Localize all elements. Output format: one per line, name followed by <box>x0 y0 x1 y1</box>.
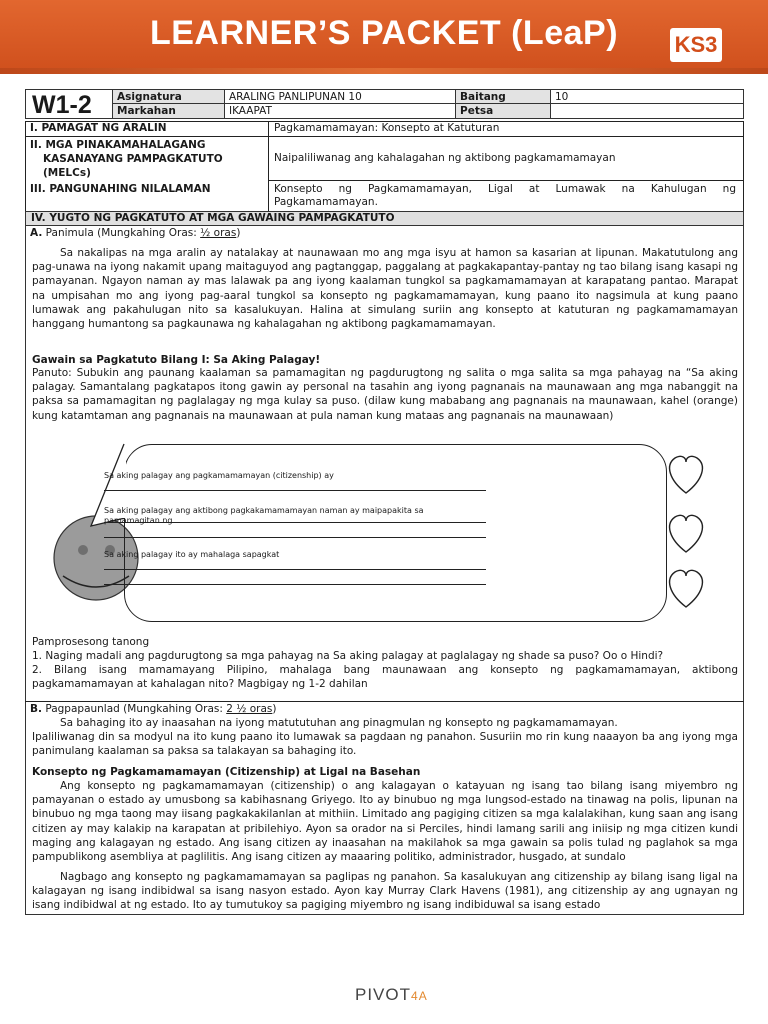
section-title: IV. YUGTO NG PAGKATUTO AT MGA GAWAING PAMPAGKATUTO <box>25 211 744 226</box>
activity-title: Gawain sa Pagkatuto Bilang I: Sa Aking Palagay! <box>32 354 321 366</box>
answer-line[interactable] <box>104 569 486 570</box>
intro-paragraph: Sa nakalipas na mga aralin ay natalakay at naunawaan mo ang mga isyu at hamon sa kasarian at lipunan. Makatutulong ang pag-unawa na iyong nakamit upang maitaguyod ang pagtanggap, paggalang at pagkakapantay-pantay ng tao bilang isang kasapi ng pamayanan. Ngayon naman ay mas lalawak pa ang iyong kaalaman tungkol sa pagkamamamayan at karapatang pantao. Marapat na umpisahan mo ang iyong pag-aaral tungkol sa konsepto ng pagkamamamayan, kung paano ito nagsimula at kung paano lumawak ang pakahulugan nito sa kasalukuyan. Halina at simulang suriin ang konsepto at katuturan ng pagkamamamayan hanggang humantong sa pagkaunawa ng kahalagahan ng aktibong pagkamamamayan. <box>32 247 738 331</box>
grade-value: 10 <box>550 89 744 104</box>
page-title: LEARNER’S PACKET (LeaP) <box>149 14 619 52</box>
prompt-2: Sa aking palagay ang aktibong pagkakamamamayan naman ay maipapakita sa pamamagitan ng <box>104 506 424 525</box>
melc-label: (MELCs) <box>43 167 91 179</box>
lesson-title-value: Pagkamamamayan: Konsepto at Katuturan <box>274 122 500 134</box>
part-b-time: 2 ½ oras <box>226 703 273 715</box>
header-banner <box>0 0 768 74</box>
content-value: Konsepto ng Pagkamamamayan, Ligal at Lumawak na Kahulugan ng <box>274 183 736 195</box>
heart-icon[interactable] <box>670 570 703 607</box>
subject-label: Asignatura <box>112 89 225 104</box>
part-b-letter: B. <box>30 703 42 715</box>
paren: ) <box>236 227 241 239</box>
melc-label: KASANAYANG PAMPAGKATUTO <box>43 153 223 165</box>
part-a-letter: A. <box>30 227 43 239</box>
paren: ) <box>272 703 277 715</box>
part-a-time: ½ oras <box>200 227 237 239</box>
answer-line[interactable] <box>104 522 486 523</box>
melc-value: Naipaliliwanag ang kahalagahan ng aktibong pagkamamamayan <box>274 152 616 164</box>
quarter-label: Markahan <box>112 103 225 119</box>
concept-title: Konsepto ng Pagkamamamayan (Citizenship) at Ligal na Basehan <box>32 766 421 778</box>
part-b-paragraph: Ipaliliwanag din sa modyul na ito kung paano ito lumawak sa pagdaan ng panahon. Susuriin mo rin kung naaayon ba ang iyong mga panimulang kaalaman sa paksa sa talakayan sa bahaging ito. <box>32 731 738 758</box>
heart-icon[interactable] <box>670 515 703 552</box>
prompt-1: Sa aking palagay ang pagkamamamayan (citizenship) ay <box>104 471 334 480</box>
content-value: Pagkamamamayan. <box>274 196 378 208</box>
logo-text: PIVOT <box>355 985 412 1004</box>
question-1: 1. Naging madali ang pagdurugtong sa mga pahayag na Sa aking palagay at paglalagay ng shade sa puso? Oo o Hindi? <box>32 650 664 662</box>
part-b-paragraph: Sa bahaging ito ay inaasahan na iyong matututuhan ang pinagmulan ng konsepto ng pagkamamamayan. <box>60 717 618 729</box>
pivot-logo <box>355 985 428 1005</box>
melc-label: II. MGA PINAKAMAHALAGANG <box>30 139 206 151</box>
part-b-title: Pagpapaunlad (Mungkahing Oras: <box>45 703 227 715</box>
grade-label: Baitang <box>455 89 551 104</box>
subject-value: ARALING PANLIPUNAN 10 <box>224 89 456 104</box>
ks3-badge: KS3 <box>670 28 722 62</box>
prompt-3: Sa aking palagay ito ay mahalaga sapagkat <box>104 550 280 559</box>
divider <box>268 180 744 181</box>
concept-paragraph: Nagbago ang konsepto ng pagkamamamayan sa paglipas ng panahon. Sa kasalukuyan ang citizenship ay bilang isang ligal na kalagayan ng isang indibidwal sa isang nasyon estado. Ayon kay Murray Clark Havens (1981), ang citizenship ay ang ugnayan ng isang indibidwal at ng estado. Ito ay tumutukoy sa pagiging miyembro ng isang indibiduwal sa isang estado <box>32 871 738 912</box>
answer-line[interactable] <box>104 490 486 491</box>
part-a-title: Panimula (Mungkahing Oras: <box>45 227 201 239</box>
part-a-heading <box>30 226 240 240</box>
content-label: III. PANGUNAHING NILALAMAN <box>30 183 211 195</box>
logo-suffix: 4A <box>411 989 428 1003</box>
heart-icon[interactable] <box>670 456 703 493</box>
date-label: Petsa <box>455 103 551 119</box>
week-label: W1-2 <box>25 89 113 119</box>
activity-instructions: Panuto: Subukin ang paunang kaalaman sa pamamagitan ng pagdurugtong ng salita o mga salita sa mga pahayag na “Sa aking palagay. Samantalang pagkatapos itong gawin ay personal na tasahin ang iyong pagnanais na maunawaan ang mga nabanggit na paksa sa pamamagitan ng paglalagay ng mga kulay sa puso. (dilaw kung mababang ang pagnanais na maunawaan, kahel (orange) kung katamtaman ang pagnanais na maunawaan at pula naman kung mataas ang pagnanais na maunawaan) <box>32 367 738 422</box>
answer-line[interactable] <box>104 537 486 538</box>
date-field[interactable] <box>550 103 744 119</box>
concept-paragraph: Ang konsepto ng pagkamamamayan (citizenship) o ang kalagayan o katayuan ng isang tao bilang isang miyembro ng pamayanan o estado ay umusbong sa kabihasnang Griyego. Ito ay binubuo ng mga lungsod-estado na tinawag na polis, lipunan na binubuo ng mga taong may iisang pagkakakilanlan at mithiin. Limitado ang pagiging citizen sa mga kalalakihan, kung saan ang isang citizen ay may kalakip na karapatan at pribilehiyo. Ayon sa orador na si Perciles, hindi lamang sarili ang iniisip ng mga citizen kundi maging ang kalagayan ng estado. Ang isang citizen ay inaasahan na makilahok sa mga gawain sa polis tulad ng paglahok sa mga pampublikong asembliya at paglilitis. Ang isang citizen ay maaaring politiko, administrador, husgado, at sundalo <box>32 780 738 864</box>
question-2: 2. Bilang isang mamamayang Pilipino, mahalaga bang maunawaan ang konsepto ng pagkamamamayan, aktibong pagkamamamayan at kahalagan nito? Magbigay ng 1-2 dahilan <box>32 664 738 691</box>
quarter-value: IKAAPAT <box>224 103 456 119</box>
divider <box>268 121 269 212</box>
answer-line[interactable] <box>104 584 486 585</box>
part-b-heading <box>30 702 277 716</box>
processing-title: Pamprosesong tanong <box>32 636 150 648</box>
lesson-title-label: I. PAMAGAT NG ARALIN <box>30 122 167 134</box>
divider <box>25 136 744 137</box>
